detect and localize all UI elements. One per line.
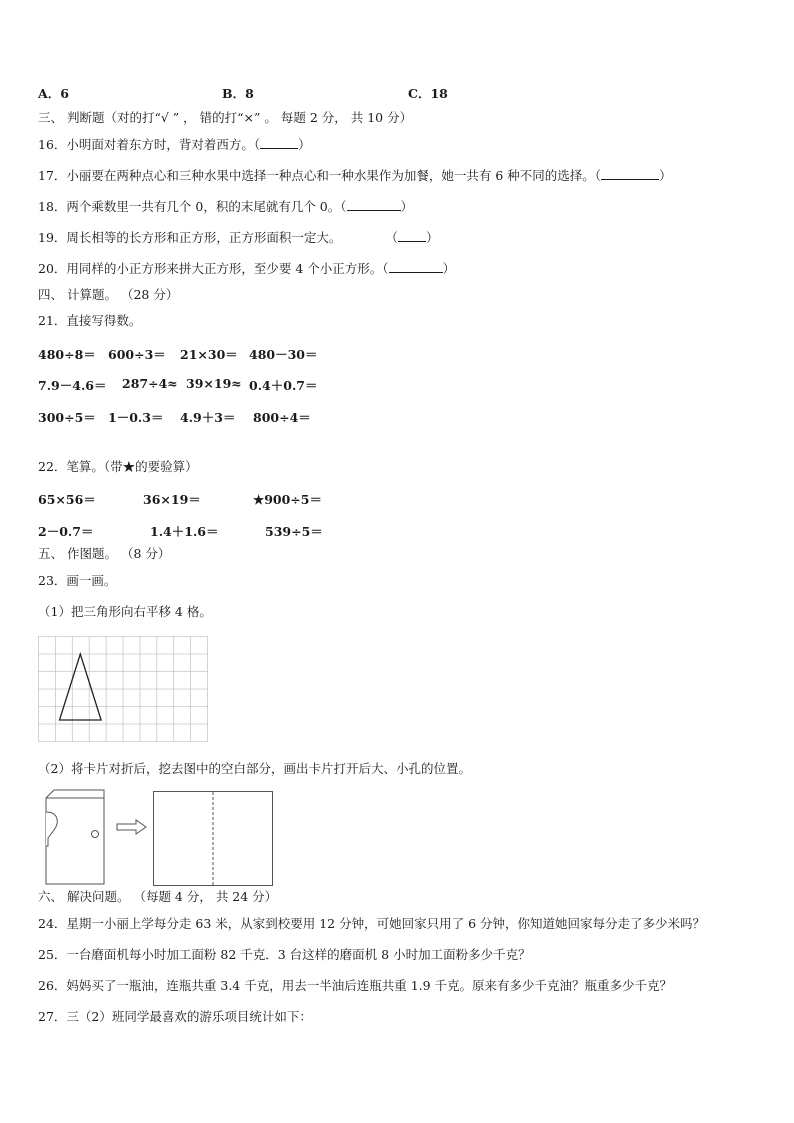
option-b: B．8 — [222, 86, 254, 101]
question-26: 26．妈妈买了一瓶油，连瓶共重 3.4 千克，用去一半油后连瓶共重 1.9 千克。原来有多少千克油？瓶重多少千克？ — [38, 978, 673, 993]
expression: 300÷5＝ — [38, 410, 96, 425]
section-3-title: 三、 判断题（对的打“√ ” ， 错的打“×” 。 每题 2 分， 共 10 分） — [38, 110, 413, 125]
expression: 2－0.7＝ — [38, 524, 94, 539]
expression: 800÷4＝ — [253, 410, 311, 425]
question-16-close: ） — [298, 137, 311, 152]
expression: 65×56＝ — [38, 492, 96, 507]
question-20-close: ） — [442, 261, 456, 276]
expression: 1－0.3＝ — [108, 410, 164, 425]
question-23-title: 23．画一画。 — [38, 573, 117, 588]
expression: 39×19≈ — [186, 376, 242, 391]
question-17-text: 17．小丽要在两种点心和三种水果中选择一种点心和一种水果作为加餐，她一共有 6 种不同的选择。（ — [38, 168, 602, 183]
expression: 287÷4≈ — [122, 376, 178, 391]
expression: 480÷8＝ — [38, 347, 96, 362]
option-a: A．6 — [38, 86, 69, 101]
section-4-title: 四、 计算题。 （28 分） — [38, 287, 179, 302]
expression: 7.9－4.6＝ — [38, 378, 107, 393]
expression: 539÷5＝ — [265, 524, 323, 539]
triangle-shape — [60, 654, 102, 720]
expression: 36×19＝ — [143, 492, 201, 507]
question-20 — [38, 260, 455, 277]
question-23-part-1: （1）把三角形向右平移 4 格。 — [38, 604, 212, 619]
expression: ★900÷5＝ — [253, 492, 322, 507]
section-5-title: 五、 作图题。 （8 分） — [38, 546, 171, 561]
question-23-part-2: （2）将卡片对折后，挖去图中的空白部分，画出卡片打开后大、小孔的位置。 — [38, 761, 471, 776]
answer-blank[interactable] — [398, 229, 426, 242]
question-27: 27．三（2）班同学最喜欢的游乐项目统计如下： — [38, 1009, 312, 1024]
question-18 — [38, 198, 413, 215]
option-c: C．18 — [408, 86, 448, 101]
question-18-close: ） — [400, 199, 414, 214]
open-card-figure — [153, 791, 274, 887]
expression: 480－30＝ — [249, 347, 318, 362]
question-24: 24．星期一小丽上学每分走 63 米，从家到校要用 12 分钟，可她回家只用了 6 分钟，你知道她回家每分走了多少米吗？ — [38, 916, 706, 931]
small-hole — [92, 831, 99, 838]
question-16-text: 16．小明面对着东方时，背对着西方。（ — [38, 137, 261, 152]
question-16 — [38, 136, 311, 153]
question-21-title: 21．直接写得数。 — [38, 313, 142, 328]
question-20-text: 20．用同样的小正方形来拼大正方形，至少要 4 个小正方形。（ — [38, 261, 389, 276]
answer-blank[interactable] — [347, 198, 401, 211]
question-17 — [38, 167, 672, 184]
expression: 0.4＋0.7＝ — [249, 378, 318, 393]
arrow-icon — [116, 818, 148, 836]
question-18-text: 18．两个乘数里一共有几个 0，积的末尾就有几个 0。（ — [38, 199, 347, 214]
question-19-open: （ — [385, 230, 398, 245]
expression: 4.9＋3＝ — [180, 410, 236, 425]
question-19-close: ） — [425, 230, 439, 245]
expression: 600÷3＝ — [108, 347, 166, 362]
question-22-title: 22．笔算。（带★的要验算） — [38, 459, 198, 474]
question-17-close: ） — [659, 168, 672, 183]
folded-card-figure — [40, 786, 110, 886]
question-25: 25．一台磨面机每小时加工面粉 82 千克．3 台这样的磨面机 8 小时加工面粉多少千克？ — [38, 947, 531, 962]
question-19-text: 19．周长相等的长方形和正方形，正方形面积一定大。 — [38, 230, 342, 245]
expression: 1.4＋1.6＝ — [150, 524, 219, 539]
section-6-title: 六、 解决问题。 （每题 4 分， 共 24 分） — [38, 889, 278, 904]
question-19 — [38, 229, 438, 246]
answer-blank[interactable] — [260, 136, 298, 149]
expression: 21×30＝ — [180, 347, 238, 362]
answer-blank[interactable] — [601, 167, 659, 180]
answer-blank[interactable] — [389, 260, 443, 273]
grid-figure — [38, 636, 208, 742]
